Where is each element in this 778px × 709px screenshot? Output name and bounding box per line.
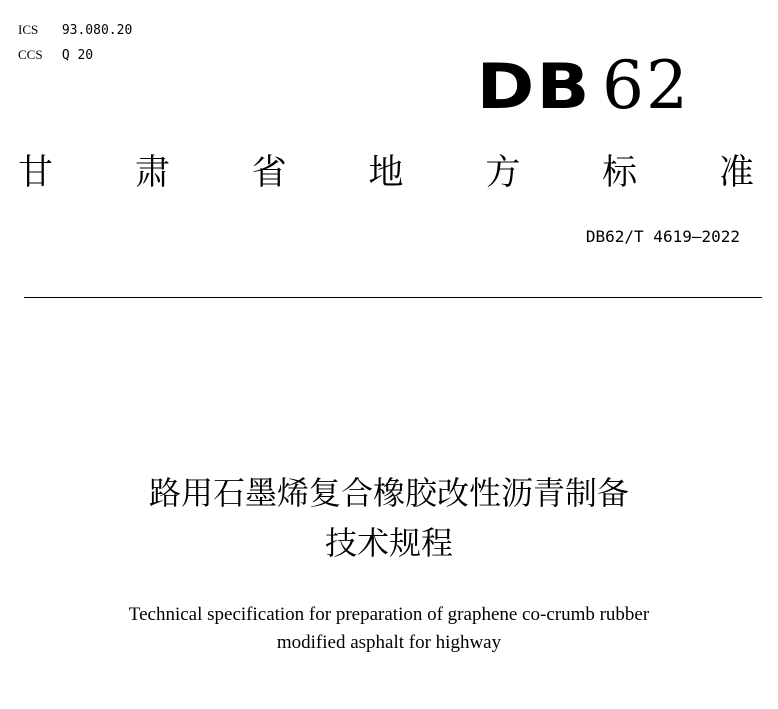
standard-type-char: 方 [485, 153, 521, 193]
mark-number: 62 [602, 47, 690, 124]
ccs-row [18, 43, 132, 68]
chinese-title-line: 路用石墨烯复合橡胶改性沥青制备 [148, 474, 629, 512]
standard-mark-logo [476, 46, 690, 127]
standard-type-char: 肃 [134, 153, 170, 193]
ccs-label: CCS [18, 47, 43, 62]
header-divider [24, 297, 762, 298]
ccs-code: Q 20 [61, 48, 94, 63]
english-title-line: modified asphalt for highway [276, 632, 502, 653]
mark-letters: DB [476, 50, 593, 123]
standard-type-char: 甘 [18, 153, 54, 193]
ics-row [18, 18, 132, 43]
chinese-title [0, 468, 778, 568]
english-title-line: Technical specification for preparation of graphene co-crumb rubber [128, 604, 650, 625]
ics-code: 93.080.20 [61, 23, 133, 38]
standard-number: DB62/T 4619—2022 [585, 227, 740, 246]
standard-type-char: 标 [602, 153, 638, 193]
standard-type-heading [18, 148, 754, 198]
standard-type-char: 省 [251, 153, 287, 193]
ics-label: ICS [18, 22, 39, 37]
standard-type-char: 准 [718, 153, 754, 193]
chinese-title-line: 技术规程 [324, 524, 453, 562]
standard-type-char: 地 [368, 153, 404, 193]
english-title [0, 601, 778, 657]
classification-codes [18, 18, 132, 68]
